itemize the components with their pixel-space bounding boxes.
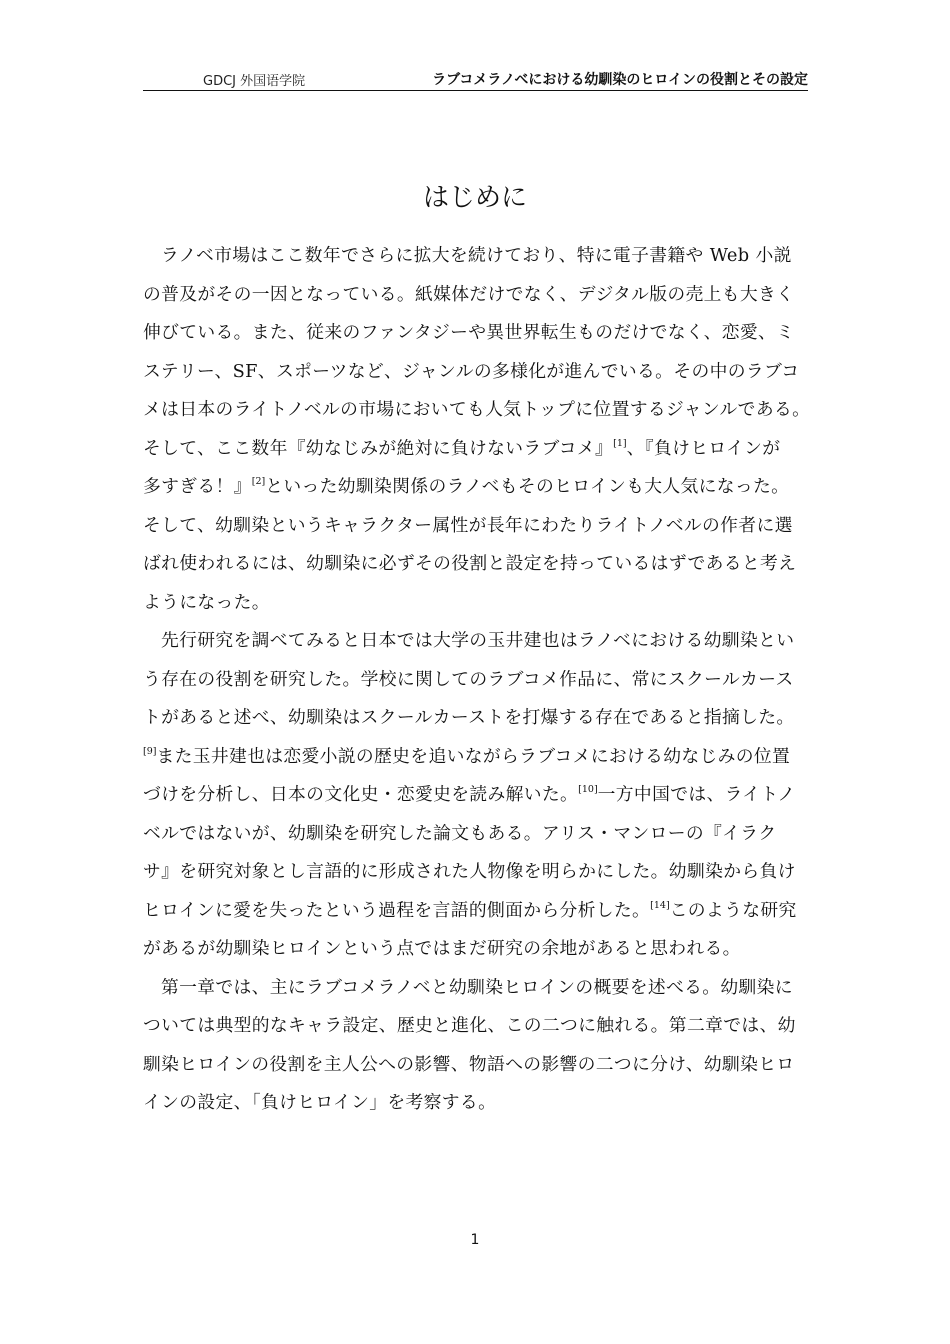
paragraph-1 — [143, 237, 811, 622]
text-line — [143, 468, 808, 507]
paragraph-3 — [143, 969, 808, 1123]
text-segment: また玉井建也は恋愛小説の歴史を追いながらラブコメにおける幼なじみの位置 — [156, 745, 791, 767]
text-line: 第一章では、主にラブコメラノベと幼馴染ヒロインの概要を述べる。幼馴染に — [161, 976, 793, 998]
text-line: ついては典型的なキャラ設定、歴史と進化、この二つに触れる。第二章では、幼 — [143, 1015, 796, 1036]
text-line: トがあると述べ、幼馴染はスクールカーストを打爆する存在であると指摘した。 — [143, 707, 795, 728]
page-header — [143, 68, 808, 91]
text-segment: といった幼馴染関係のラノベもそのヒロインも大人気になった。 — [265, 476, 790, 497]
text-segment: 一方中国では、ライトノ — [597, 784, 796, 805]
text-line: そして、幼馴染というキャラクター属性が長年にわたりライトノベルの作者に選 — [143, 514, 793, 536]
text-line — [143, 776, 808, 815]
text-line: ステリー、SF、スポーツなど、ジャンルの多様化が進んでいる。その中のラブコ — [143, 360, 800, 382]
text-line: ようになった。 — [143, 591, 270, 613]
text-line: インの設定、「負けヒロイン」を考察する。 — [143, 1092, 497, 1113]
body-text — [143, 237, 811, 1123]
text-segment: そして、ここ数年『幼なじみが絶対に負けないラブコメ』 — [143, 437, 614, 459]
text-line: ベルではないが、幼馴染を研究した論文もある。アリス・マンローの『イラク — [143, 822, 777, 844]
page-number: 1 — [470, 1232, 480, 1248]
text-line: があるが幼馴染ヒロインという点ではまだ研究の余地があると思われる。 — [143, 938, 741, 959]
citation-ref-2: [2] — [251, 476, 266, 487]
text-segment: このような研究 — [669, 899, 797, 921]
text-line — [143, 892, 808, 931]
header-thesis-title: ラブコメラノベにおける幼馴染のヒロインの役割とその設定 — [432, 72, 808, 88]
text-line — [143, 738, 808, 777]
text-line: メは日本のライトノベルの市場においても人気トップに位置するジャンルである。 — [143, 399, 811, 420]
text-line: 伸びている。また、従来のファンタジーや異世界転生ものだけでなく、恋愛、ミ — [143, 322, 795, 343]
paragraph-2 — [143, 622, 808, 969]
text-line — [143, 430, 808, 469]
text-line: う存在の役割を研究した。学校に関してのラブコメ作品に、常にスクールカース — [143, 668, 794, 690]
text-line: サ』を研究対象とし言語的に形成された人物像を明らかにした。幼馴染から負け — [143, 861, 796, 882]
citation-ref-10: [10] — [578, 784, 598, 795]
text-segment: 多すぎる！』 — [143, 476, 252, 497]
text-segment: ヒロインに愛を失ったという過程を言語的側面から分析した。 — [143, 899, 651, 921]
citation-ref-1: [1] — [613, 437, 627, 449]
text-segment: づけを分析し、日本の文化史・恋愛史を読み解いた。 — [143, 784, 579, 805]
header-institution: GDCJ 外国语学院 — [203, 74, 306, 89]
text-line: ラノベ市場はここ数年でさらに拡大を続けており、特に電子書籍や Web 小説 — [161, 245, 792, 266]
text-line: の普及がその一因となっている。紙媒体だけでなく、デジタル版の売上も大きく — [143, 283, 795, 305]
citation-ref-9: [9] — [143, 745, 157, 757]
section-title: はじめに — [422, 183, 527, 214]
text-line: 先行研究を調べてみると日本では大学の玉井建也はラノベにおける幼馴染とい — [161, 630, 795, 651]
text-line: 馴染ヒロインの役割を主人公への影響、物語への影響の二つに分け、幼馴染ヒロ — [143, 1053, 795, 1075]
citation-ref-14: [14] — [650, 899, 670, 911]
text-segment: 、『負けヒロインが — [626, 437, 781, 459]
text-line: ばれ使われるには、幼馴染に必ずその役割と設定を持っているはずであると考え — [143, 553, 797, 574]
